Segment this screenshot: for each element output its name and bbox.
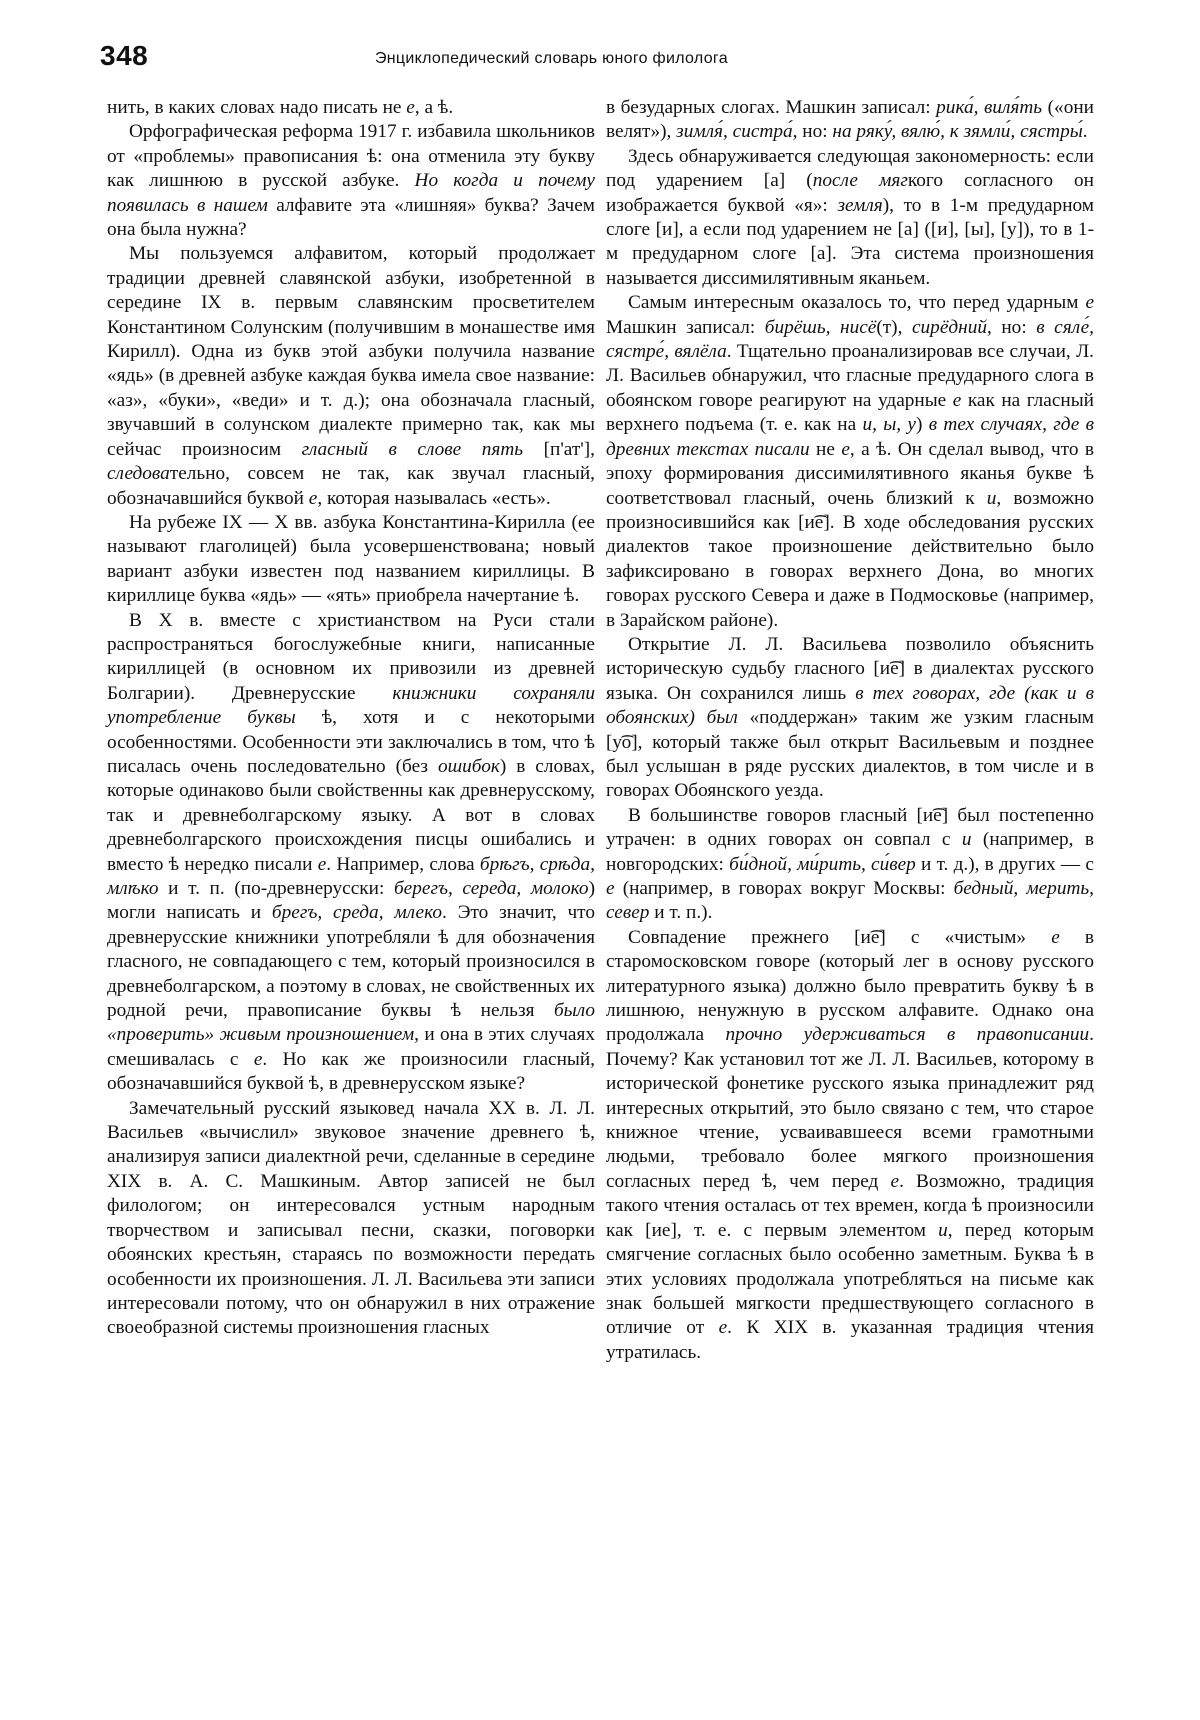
paragraph: нить, в каких словах надо писать не е, а ѣ. <box>107 97 454 118</box>
paragraph: В X в. вместе с христианством на Руси стали распространяться богослужебные книги, написанные кириллицей (в основном их привозили из древней Болгарии). Древнерусские книжники сохраняли употребление буквы ѣ, хотя и с некоторыми особенностями. Особенности эти заключались в том, что ѣ писалась очень последовательно (без ошибок) в словах, которые одинаково были свойственны как древнерусскому, так и древнеболгарскому языку. А вот в словах древнеболгарского происхождения писцы ошибались и вместо ѣ нередко писали е. Например, слова брѣгъ, срѣда, млѣко и т. п. (по-древнерусски: берегъ, середа, молоко) могли написать и брегъ, среда, млеко. Это значит, что древнерусские книжники употребляли ѣ для обозначения гласного, не совпадающего с тем, который произносился в древнеболгарском, а поэтому в словах, не свойственных их родной речи, правописание буквы ѣ нельзя было «проверить» живым произношением, и она в этих случаях смешивалась с е. Но как же произносили гласный, обозначавшийся буквой ѣ, в древнерусском языке? <box>107 609 596 1095</box>
paragraph: Самым интересным оказалось то, что перед ударным е Машкин записал: бирёшь, нисё(т), сирёдний, но: в сяле́, сястре́, вялёла. Тщательно проанализировав все случаи, Л. Л. Васильев обнаружил, что гласные предударного слога в обоянском говоре реагируют на ударные е как на гласный верхнего подъема (т. е. как на и, ы, у) в тех случаях, где в древних текстах писали не е, а ѣ. Он сделал вывод, что в эпоху формирования диссимилятивного яканья букве ѣ соответствовал гласный, очень близкий к и, возможно произносившийся как [и͡е]. В ходе обследования русских диалектов такое произношение действительно было зафиксировано в говорах верхнего Дона, во многих говорах русского Севера и даже в Подмосковье (например, в Зарайском районе). <box>606 292 1094 631</box>
paragraph: в безударных слогах. Машкин записал: рика́, виля́ть («они велят»), зимля́, систра́, но: на ряку́, вялю́, к зямли́, сястры́. <box>606 97 1094 143</box>
left-text-column <box>107 96 595 1341</box>
running-title: Энциклопедический словарь юного филолога <box>375 50 728 67</box>
paragraph: Здесь обнаруживается следующая закономерность: если под ударением [а] (после мягкого согласного он изображается буквой «я»: земля), то в 1-м предударном слоге [и], а если под ударением не [а] ([и], [ы], [у]), то в 1-м предударном слоге [а]. Эта система произношения называется диссимилятивным яканьем. <box>606 145 1095 289</box>
paragraph: Совпадение прежнего [и͡е] с «чистым» е в старомосковском говоре (который лег в основу русского литературного языка) должно было превратить букву ѣ в лишнюю, ненужную в русском алфавите. Однако она продолжала прочно удерживаться в правописании. Почему? Как установил тот же Л. Л. Васильев, которому в исторической фонетике русского языка принадлежит ряд интересных открытий, это было связано с тем, что старое книжное чтение, усваивавшееся всеми грамотными людьми, требовало более мягкого произношения согласных перед ѣ, чем перед е. Возможно, традиция такого чтения осталась от тех времен, когда ѣ произносили как [ие], т. е. с первым элементом и, перед которым смягчение согласных было особенно заметным. Буква ѣ в этих условиях продолжала употребляться на письме как знак большей мягкости предшествующего согласного в отличие от е. К XIX в. указанная традиция чтения утратилась. <box>606 926 1095 1363</box>
paragraph: Открытие Л. Л. Васильева позволило объяснить историческую судьбу гласного [и͡е] в диалектах русского языка. Он сохранился лишь в тех говорах, где (как и в обоянских) был «поддержан» таким же узким гласным [у͡о], который также был открыт Васильевым и позднее был услышан в ряде русских диалектов, в том числе и в говорах Обоянского уезда. <box>606 633 1094 802</box>
paragraph: Замечательный русский языковед начала XX в. Л. Л. Васильев «вычислил» звуковое значение древнего ѣ, анализируя записи диалектной речи, сделанные в середине XIX в. А. С. Машкиным. Автор записей не был филологом; он интересовался устным народным творчеством и записывал песни, сказки, поговорки обоянских крестьян, стараясь по возможности передать особенности их произношения. Л. Л. Васильева эти записи интересовали потому, что он обнаружил в них отражение своеобразной системы произношения гласных <box>107 1097 595 1339</box>
right-text-column <box>606 96 1094 1365</box>
page-number: 348 <box>100 40 149 71</box>
paragraph: Мы пользуемся алфавитом, который продолжает традиции древней славянской азбуки, изобретенной в середине IX в. первым славянским просветителем Константином Солунским (получившим в монашестве имя Кирилл). Одна из букв этой азбуки получила название «ядь» (в древней азбуке каждая буква имела свое название: «аз», «буки», «веди» и т. д.); она обозначала гласный, звучавший в солунском диалекте примерно так, как мы сейчас произносим гласный в слове пять [п'ат'], следовательно, совсем не так, как звучал гласный, обозначавшийся буквой е, которая называлась «есть». <box>107 243 595 509</box>
paragraph: Орфографическая реформа 1917 г. избавила школьников от «проблемы» правописания ѣ: она отменила эту букву как лишнюю в русской азбуке. Но когда и почему появилась в нашем алфавите эта «лишняя» буква? Зачем она была нужна? <box>107 121 595 241</box>
paragraph: На рубеже IX — X вв. азбука Константина-Кирилла (ее называют глаголицей) была усовершенствована; новый вариант азбуки известен под названием кириллицы. В кириллице буква «ядь» — «ять» приобрела начертание ѣ. <box>107 511 595 607</box>
paragraph: В большинстве говоров гласный [и͡е] был постепенно утрачен: в одних говорах он совпал с и (например, в новгородских: би́дной, ми́рить, си́вер и т. д.), в других — с е (например, в говорах вокруг Москвы: бедный, мерить, север и т. п.). <box>606 804 1094 924</box>
